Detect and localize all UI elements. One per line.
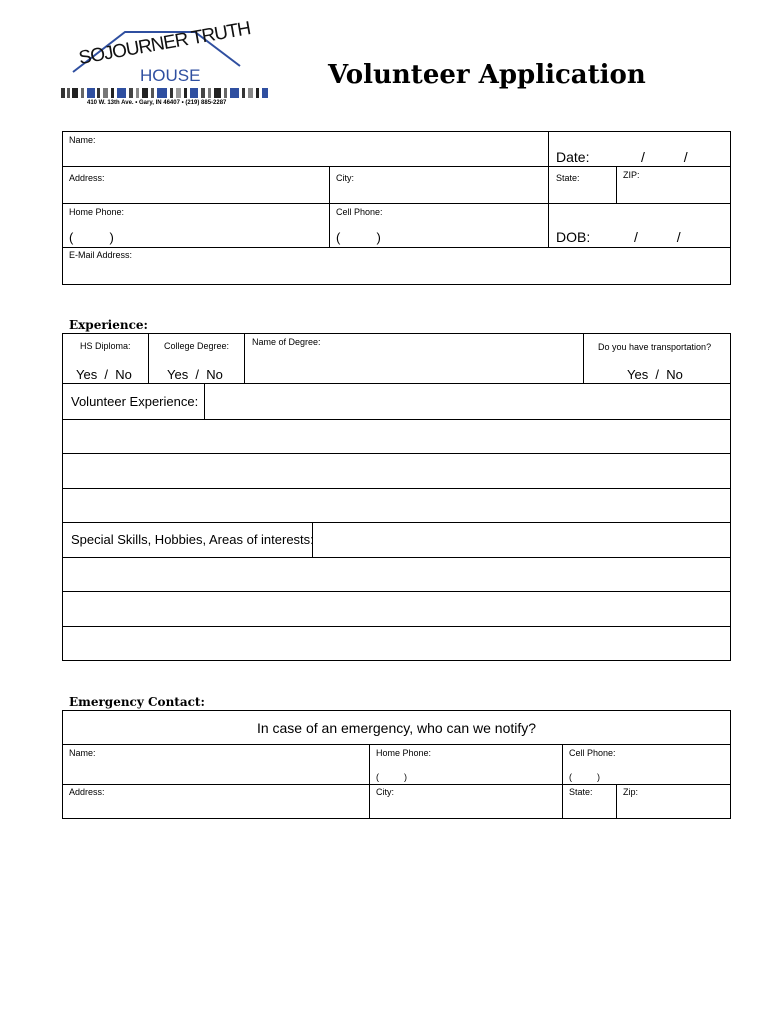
emergency-state-label: State: xyxy=(569,787,593,797)
special-skills-label: Special Skills, Hobbies, Areas of interests: xyxy=(71,532,314,547)
emergency-home-phone-field[interactable] xyxy=(370,760,561,783)
college-degree-label: College Degree: xyxy=(164,341,230,351)
logo-line2: HOUSE xyxy=(140,66,201,85)
emergency-cell-phone-parens: ( ) xyxy=(569,772,600,782)
special-skills-line-2[interactable] xyxy=(63,558,730,591)
emergency-name-label: Name: xyxy=(69,748,96,758)
volunteer-experience-line-4[interactable] xyxy=(63,489,730,522)
cell-phone-label: Cell Phone: xyxy=(336,207,383,217)
city-label: City: xyxy=(336,173,354,183)
emergency-zip-field[interactable] xyxy=(617,798,730,818)
zip-field[interactable] xyxy=(617,183,730,202)
emergency-address-field[interactable] xyxy=(63,798,368,818)
special-skills-line-3[interactable] xyxy=(63,592,730,625)
logo xyxy=(55,18,280,114)
date-field[interactable] xyxy=(595,146,725,165)
volunteer-experience-field[interactable] xyxy=(205,384,730,418)
home-phone-field[interactable] xyxy=(63,222,328,246)
hs-diploma-label: HS Diploma: xyxy=(80,341,131,351)
volunteer-experience-label: Volunteer Experience: xyxy=(71,394,199,409)
logo-line1: SOJOURNER TRUTH xyxy=(77,18,252,70)
address-field[interactable] xyxy=(63,185,328,202)
home-phone-parens: ( ) xyxy=(69,230,114,245)
email-label: E-Mail Address: xyxy=(69,250,133,260)
city-field[interactable] xyxy=(330,185,547,202)
name-label: Name: xyxy=(69,135,96,145)
logo-address: 410 W. 13th Ave. • Gary, IN 46407 • (219) 885-2287 xyxy=(87,100,227,106)
name-field[interactable] xyxy=(63,148,547,165)
dob-label: DOB: xyxy=(556,229,591,245)
emergency-name-field[interactable] xyxy=(63,760,368,783)
transportation-label: Do you have transportation? xyxy=(598,342,712,352)
logo-stripes xyxy=(61,88,273,98)
emergency-home-phone-parens: ( ) xyxy=(376,772,407,782)
degree-name-label: Name of Degree: xyxy=(252,337,321,347)
special-skills-field[interactable] xyxy=(313,523,730,556)
hs-diploma-options[interactable]: Yes / No xyxy=(76,367,132,382)
date-label: Date: xyxy=(556,149,590,165)
volunteer-experience-line-3[interactable] xyxy=(63,454,730,487)
date-separators: / / xyxy=(641,149,688,165)
emergency-heading: Emergency Contact: xyxy=(69,695,205,709)
emergency-prompt: In case of an emergency, who can we notify? xyxy=(256,720,537,736)
home-phone-label: Home Phone: xyxy=(69,207,125,217)
emergency-cell-phone-label: Cell Phone: xyxy=(569,748,616,758)
emergency-home-phone-label: Home Phone: xyxy=(376,748,432,758)
degree-name-field[interactable] xyxy=(245,350,582,382)
dob-field[interactable] xyxy=(595,225,725,246)
emergency-cell-phone-field[interactable] xyxy=(563,760,730,783)
transportation-options[interactable]: Yes / No xyxy=(627,367,683,382)
volunteer-experience-line-2[interactable] xyxy=(63,420,730,453)
college-degree-options[interactable]: Yes / No xyxy=(167,367,223,382)
page-title: Volunteer Application xyxy=(328,60,646,90)
special-skills-line-4[interactable] xyxy=(63,627,730,660)
dob-separators: / / xyxy=(634,229,681,245)
state-label: State: xyxy=(556,173,580,183)
zip-label: ZIP: xyxy=(623,170,640,180)
experience-heading: Experience: xyxy=(69,318,148,332)
state-field[interactable] xyxy=(549,185,615,202)
emergency-address-label: Address: xyxy=(69,787,105,797)
cell-phone-field[interactable] xyxy=(330,222,547,246)
emergency-zip-label: Zip: xyxy=(623,787,639,797)
emergency-state-field[interactable] xyxy=(563,798,615,818)
email-field[interactable] xyxy=(63,262,730,284)
cell-phone-parens: ( ) xyxy=(336,230,381,245)
emergency-city-field[interactable] xyxy=(370,798,561,818)
emergency-city-label: City: xyxy=(376,787,394,797)
address-label: Address: xyxy=(69,173,105,183)
